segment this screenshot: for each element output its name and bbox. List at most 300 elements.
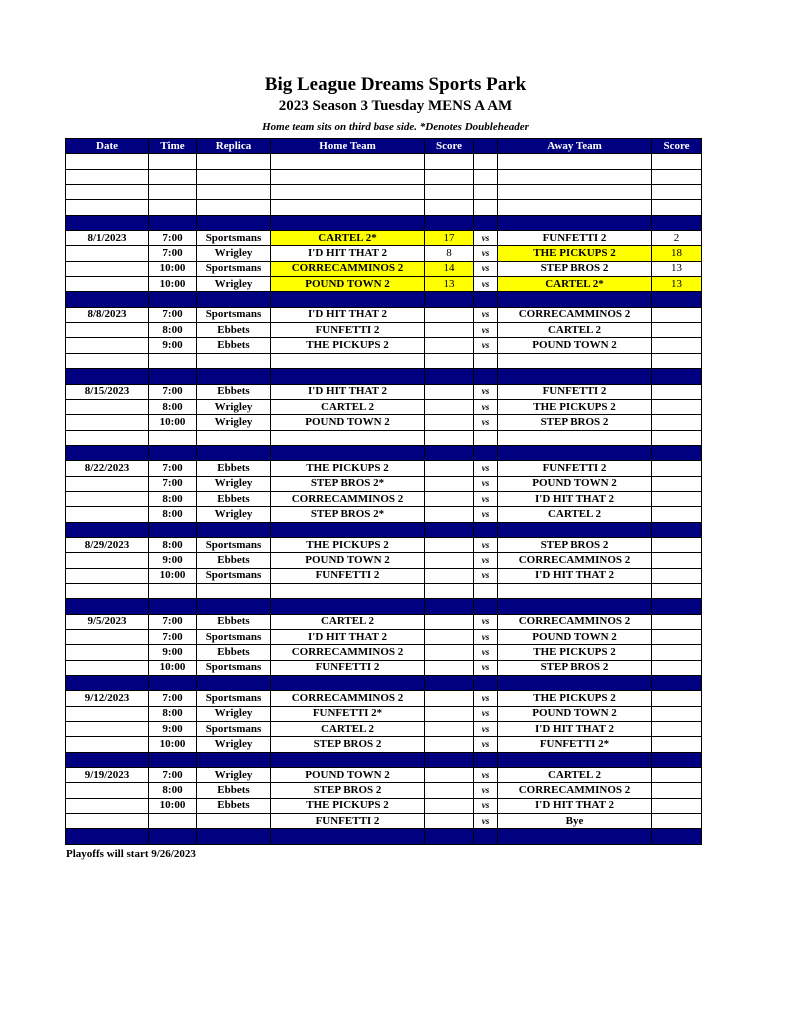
empty-cell	[425, 200, 474, 215]
separator-cell	[474, 215, 498, 230]
home-score	[425, 691, 474, 706]
home-score	[425, 814, 474, 829]
home-score	[425, 660, 474, 675]
home-team: I'D HIT THAT 2	[271, 630, 425, 645]
game-time: 8:00	[149, 783, 197, 798]
game-time: 7:00	[149, 630, 197, 645]
vs-label: vs	[474, 246, 498, 261]
home-score	[425, 645, 474, 660]
empty-cell	[425, 353, 474, 368]
separator-cell	[652, 292, 702, 307]
separator-cell	[149, 676, 197, 691]
separator-cell	[197, 522, 271, 537]
home-team: POUND TOWN 2	[271, 415, 425, 430]
separator-cell	[474, 445, 498, 460]
separator-cell	[652, 829, 702, 844]
game-row	[66, 537, 702, 552]
empty-cell	[149, 185, 197, 200]
separator-cell	[271, 599, 425, 614]
separator-cell	[474, 599, 498, 614]
empty-cell	[197, 185, 271, 200]
vs-label: vs	[474, 660, 498, 675]
separator-cell	[498, 215, 652, 230]
home-team: FUNFETTI 2	[271, 660, 425, 675]
home-score	[425, 399, 474, 414]
empty-cell	[498, 185, 652, 200]
game-field: Sportsmans	[197, 231, 271, 246]
game-field: Wrigley	[197, 399, 271, 414]
separator-cell	[425, 676, 474, 691]
separator-cell	[498, 829, 652, 844]
separator-cell	[652, 522, 702, 537]
game-time: 7:00	[149, 476, 197, 491]
home-team: I'D HIT THAT 2	[271, 246, 425, 261]
home-team: POUND TOWN 2	[271, 277, 425, 292]
away-score	[652, 399, 702, 414]
vs-label: vs	[474, 722, 498, 737]
away-team: THE PICKUPS 2	[498, 691, 652, 706]
empty-cell	[474, 583, 498, 598]
away-score	[652, 691, 702, 706]
game-field: Wrigley	[197, 768, 271, 783]
away-score	[652, 706, 702, 721]
separator-cell	[197, 829, 271, 844]
page-title: Big League Dreams Sports Park	[264, 74, 527, 95]
separator-cell	[197, 292, 271, 307]
game-field: Ebbets	[197, 783, 271, 798]
game-date	[66, 630, 149, 645]
game-time: 7:00	[149, 246, 197, 261]
away-team: FUNFETTI 2	[498, 231, 652, 246]
home-team: FUNFETTI 2	[271, 568, 425, 583]
game-date	[66, 568, 149, 583]
separator-cell	[66, 445, 149, 460]
vs-label: vs	[474, 277, 498, 292]
separator-cell	[197, 369, 271, 384]
separator-cell	[271, 292, 425, 307]
empty-cell	[149, 353, 197, 368]
away-team: FUNFETTI 2	[498, 384, 652, 399]
game-time: 8:00	[149, 399, 197, 414]
home-score	[425, 568, 474, 583]
away-score	[652, 645, 702, 660]
game-date: 8/22/2023	[66, 461, 149, 476]
col-header-date: Date	[66, 139, 149, 154]
away-team: Bye	[498, 814, 652, 829]
col-header-replica: Replica	[197, 139, 271, 154]
separator-cell	[271, 445, 425, 460]
away-score	[652, 814, 702, 829]
home-team: THE PICKUPS 2	[271, 798, 425, 813]
separator-cell	[66, 292, 149, 307]
empty-cell	[498, 200, 652, 215]
away-team: CORRECAMMINOS 2	[498, 307, 652, 322]
away-score	[652, 630, 702, 645]
vs-label: vs	[474, 798, 498, 813]
empty-cell	[197, 169, 271, 184]
game-field: Ebbets	[197, 384, 271, 399]
game-date	[66, 261, 149, 276]
away-score	[652, 491, 702, 506]
game-date	[66, 722, 149, 737]
game-time: 7:00	[149, 461, 197, 476]
empty-cell	[149, 169, 197, 184]
game-date: 9/19/2023	[66, 768, 149, 783]
away-team: CARTEL 2	[498, 768, 652, 783]
vs-label: vs	[474, 630, 498, 645]
vs-label: vs	[474, 399, 498, 414]
empty-cell	[498, 169, 652, 184]
separator-cell	[474, 829, 498, 844]
home-team: CARTEL 2	[271, 399, 425, 414]
separator-cell	[425, 752, 474, 767]
vs-label: vs	[474, 568, 498, 583]
empty-cell	[498, 583, 652, 598]
vs-label: vs	[474, 307, 498, 322]
empty-cell	[197, 353, 271, 368]
game-time: 10:00	[149, 277, 197, 292]
empty-cell	[149, 430, 197, 445]
home-score	[425, 706, 474, 721]
game-date	[66, 399, 149, 414]
home-score	[425, 491, 474, 506]
game-time: 9:00	[149, 645, 197, 660]
col-header-home-score: Score	[425, 139, 474, 154]
separator-cell	[66, 522, 149, 537]
away-team: POUND TOWN 2	[498, 476, 652, 491]
away-team: CORRECAMMINOS 2	[498, 783, 652, 798]
game-field: Wrigley	[197, 737, 271, 752]
empty-cell	[66, 185, 149, 200]
empty-cell	[652, 583, 702, 598]
away-team: STEP BROS 2	[498, 537, 652, 552]
empty-cell	[474, 185, 498, 200]
home-score	[425, 384, 474, 399]
game-time: 10:00	[149, 261, 197, 276]
game-date	[66, 706, 149, 721]
game-row	[66, 384, 702, 399]
separator-cell	[498, 292, 652, 307]
game-row	[66, 277, 702, 292]
game-field: Sportsmans	[197, 660, 271, 675]
home-team: CORRECAMMINOS 2	[271, 645, 425, 660]
home-team: STEP BROS 2	[271, 737, 425, 752]
separator-cell	[498, 369, 652, 384]
separator-cell	[197, 752, 271, 767]
week-separator-row	[66, 522, 702, 537]
game-date: 8/15/2023	[66, 384, 149, 399]
away-score	[652, 614, 702, 629]
game-date	[66, 415, 149, 430]
game-field: Wrigley	[197, 507, 271, 522]
home-score: 17	[425, 231, 474, 246]
home-team: CORRECAMMINOS 2	[271, 491, 425, 506]
empty-cell	[66, 169, 149, 184]
home-team: CORRECAMMINOS 2	[271, 691, 425, 706]
game-field: Ebbets	[197, 491, 271, 506]
separator-cell	[498, 599, 652, 614]
game-time: 8:00	[149, 323, 197, 338]
empty-cell	[149, 154, 197, 169]
home-team: THE PICKUPS 2	[271, 461, 425, 476]
game-field: Ebbets	[197, 461, 271, 476]
game-row	[66, 660, 702, 675]
empty-cell	[197, 200, 271, 215]
away-team: STEP BROS 2	[498, 415, 652, 430]
separator-cell	[66, 676, 149, 691]
game-time: 8:00	[149, 537, 197, 552]
away-team: FUNFETTI 2	[498, 461, 652, 476]
home-team: CARTEL 2*	[271, 231, 425, 246]
game-time: 8:00	[149, 507, 197, 522]
week-separator-row	[66, 215, 702, 230]
game-time: 7:00	[149, 768, 197, 783]
separator-cell	[425, 369, 474, 384]
away-score	[652, 568, 702, 583]
home-score	[425, 307, 474, 322]
empty-cell	[66, 200, 149, 215]
game-date	[66, 507, 149, 522]
game-field: Sportsmans	[197, 537, 271, 552]
away-team: THE PICKUPS 2	[498, 246, 652, 261]
away-score	[652, 537, 702, 552]
vs-label: vs	[474, 737, 498, 752]
game-date	[66, 814, 149, 829]
game-date	[66, 277, 149, 292]
away-score: 13	[652, 277, 702, 292]
schedule-table	[65, 138, 702, 845]
page-subtitle: 2023 Season 3 Tuesday MENS A AM	[278, 98, 513, 114]
home-score: 13	[425, 277, 474, 292]
game-field: Sportsmans	[197, 691, 271, 706]
away-score	[652, 507, 702, 522]
game-row	[66, 461, 702, 476]
away-score	[652, 737, 702, 752]
empty-cell	[498, 154, 652, 169]
vs-label: vs	[474, 706, 498, 721]
game-row	[66, 614, 702, 629]
away-team: I'D HIT THAT 2	[498, 568, 652, 583]
empty-cell	[498, 430, 652, 445]
game-field: Ebbets	[197, 798, 271, 813]
col-header-away-team: Away Team	[498, 139, 652, 154]
col-header-home-team: Home Team	[271, 139, 425, 154]
home-score	[425, 630, 474, 645]
empty-cell	[66, 583, 149, 598]
vs-label: vs	[474, 491, 498, 506]
away-score	[652, 384, 702, 399]
game-row	[66, 814, 702, 829]
separator-cell	[149, 292, 197, 307]
away-score	[652, 798, 702, 813]
home-team: CARTEL 2	[271, 614, 425, 629]
game-time: 10:00	[149, 660, 197, 675]
week-separator-row	[66, 676, 702, 691]
separator-cell	[652, 445, 702, 460]
game-date	[66, 737, 149, 752]
separator-cell	[271, 522, 425, 537]
empty-cell	[425, 583, 474, 598]
game-time: 7:00	[149, 384, 197, 399]
game-date	[66, 476, 149, 491]
game-row	[66, 630, 702, 645]
empty-cell	[498, 353, 652, 368]
separator-cell	[271, 215, 425, 230]
empty-cell	[652, 169, 702, 184]
game-row	[66, 476, 702, 491]
separator-cell	[425, 292, 474, 307]
away-team: STEP BROS 2	[498, 660, 652, 675]
game-row	[66, 399, 702, 414]
away-score	[652, 660, 702, 675]
separator-cell	[66, 752, 149, 767]
home-team: STEP BROS 2*	[271, 507, 425, 522]
game-date	[66, 323, 149, 338]
separator-cell	[197, 599, 271, 614]
separator-cell	[149, 829, 197, 844]
game-date: 8/29/2023	[66, 537, 149, 552]
empty-cell	[425, 185, 474, 200]
separator-cell	[149, 599, 197, 614]
home-score	[425, 768, 474, 783]
separator-cell	[474, 369, 498, 384]
home-score	[425, 553, 474, 568]
away-score	[652, 338, 702, 353]
empty-cell	[474, 154, 498, 169]
game-row	[66, 338, 702, 353]
separator-cell	[197, 215, 271, 230]
home-score	[425, 614, 474, 629]
separator-cell	[425, 599, 474, 614]
empty-cell	[271, 154, 425, 169]
game-time: 9:00	[149, 553, 197, 568]
empty-cell	[197, 583, 271, 598]
home-score: 14	[425, 261, 474, 276]
separator-cell	[425, 215, 474, 230]
home-score	[425, 323, 474, 338]
empty-cell	[425, 154, 474, 169]
game-time: 7:00	[149, 307, 197, 322]
separator-cell	[66, 215, 149, 230]
game-date	[66, 246, 149, 261]
separator-cell	[474, 292, 498, 307]
game-date	[66, 491, 149, 506]
game-field: Wrigley	[197, 476, 271, 491]
vs-label: vs	[474, 415, 498, 430]
separator-cell	[149, 522, 197, 537]
separator-cell	[66, 829, 149, 844]
away-score	[652, 768, 702, 783]
separator-cell	[425, 829, 474, 844]
home-team: I'D HIT THAT 2	[271, 384, 425, 399]
away-team: POUND TOWN 2	[498, 630, 652, 645]
empty-cell	[271, 353, 425, 368]
game-field: Wrigley	[197, 415, 271, 430]
separator-cell	[149, 445, 197, 460]
vs-label: vs	[474, 261, 498, 276]
vs-label: vs	[474, 384, 498, 399]
away-score	[652, 461, 702, 476]
empty-cell	[652, 200, 702, 215]
away-score	[652, 307, 702, 322]
game-date: 9/12/2023	[66, 691, 149, 706]
separator-cell	[271, 369, 425, 384]
game-field: Sportsmans	[197, 722, 271, 737]
away-team: CORRECAMMINOS 2	[498, 553, 652, 568]
separator-cell	[271, 676, 425, 691]
game-date	[66, 338, 149, 353]
empty-cell	[474, 200, 498, 215]
empty-cell	[652, 185, 702, 200]
vs-label: vs	[474, 691, 498, 706]
game-field: Ebbets	[197, 323, 271, 338]
week-separator-row	[66, 292, 702, 307]
separator-cell	[425, 522, 474, 537]
game-date	[66, 553, 149, 568]
empty-cell	[652, 353, 702, 368]
vs-label: vs	[474, 614, 498, 629]
blank-row	[66, 185, 702, 200]
separator-cell	[652, 599, 702, 614]
game-field	[197, 814, 271, 829]
separator-cell	[498, 676, 652, 691]
game-field: Sportsmans	[197, 630, 271, 645]
game-date	[66, 798, 149, 813]
empty-cell	[271, 583, 425, 598]
game-time: 10:00	[149, 415, 197, 430]
separator-cell	[474, 752, 498, 767]
week-separator-row	[66, 752, 702, 767]
separator-cell	[652, 369, 702, 384]
game-time: 10:00	[149, 568, 197, 583]
home-score	[425, 461, 474, 476]
separator-cell	[652, 215, 702, 230]
page-note: Home team sits on third base side. *Denotes Doubleheader	[262, 121, 529, 133]
game-row	[66, 706, 702, 721]
vs-label: vs	[474, 338, 498, 353]
blank-row	[66, 430, 702, 445]
separator-cell	[498, 445, 652, 460]
away-score	[652, 553, 702, 568]
game-field: Wrigley	[197, 277, 271, 292]
header-row	[66, 139, 702, 154]
separator-cell	[425, 445, 474, 460]
game-row	[66, 323, 702, 338]
col-header-vs	[474, 139, 498, 154]
game-time: 7:00	[149, 614, 197, 629]
home-score	[425, 338, 474, 353]
empty-cell	[271, 185, 425, 200]
home-score	[425, 783, 474, 798]
playoffs-note: Playoffs will start 9/26/2023	[66, 848, 196, 860]
game-row	[66, 798, 702, 813]
home-score	[425, 722, 474, 737]
empty-cell	[474, 430, 498, 445]
game-row	[66, 645, 702, 660]
away-score	[652, 722, 702, 737]
vs-label: vs	[474, 461, 498, 476]
empty-cell	[66, 154, 149, 169]
separator-cell	[149, 215, 197, 230]
vs-label: vs	[474, 231, 498, 246]
game-time: 10:00	[149, 737, 197, 752]
empty-cell	[474, 353, 498, 368]
game-time: 10:00	[149, 798, 197, 813]
game-row	[66, 307, 702, 322]
vs-label: vs	[474, 323, 498, 338]
game-date: 9/5/2023	[66, 614, 149, 629]
away-team: FUNFETTI 2*	[498, 737, 652, 752]
